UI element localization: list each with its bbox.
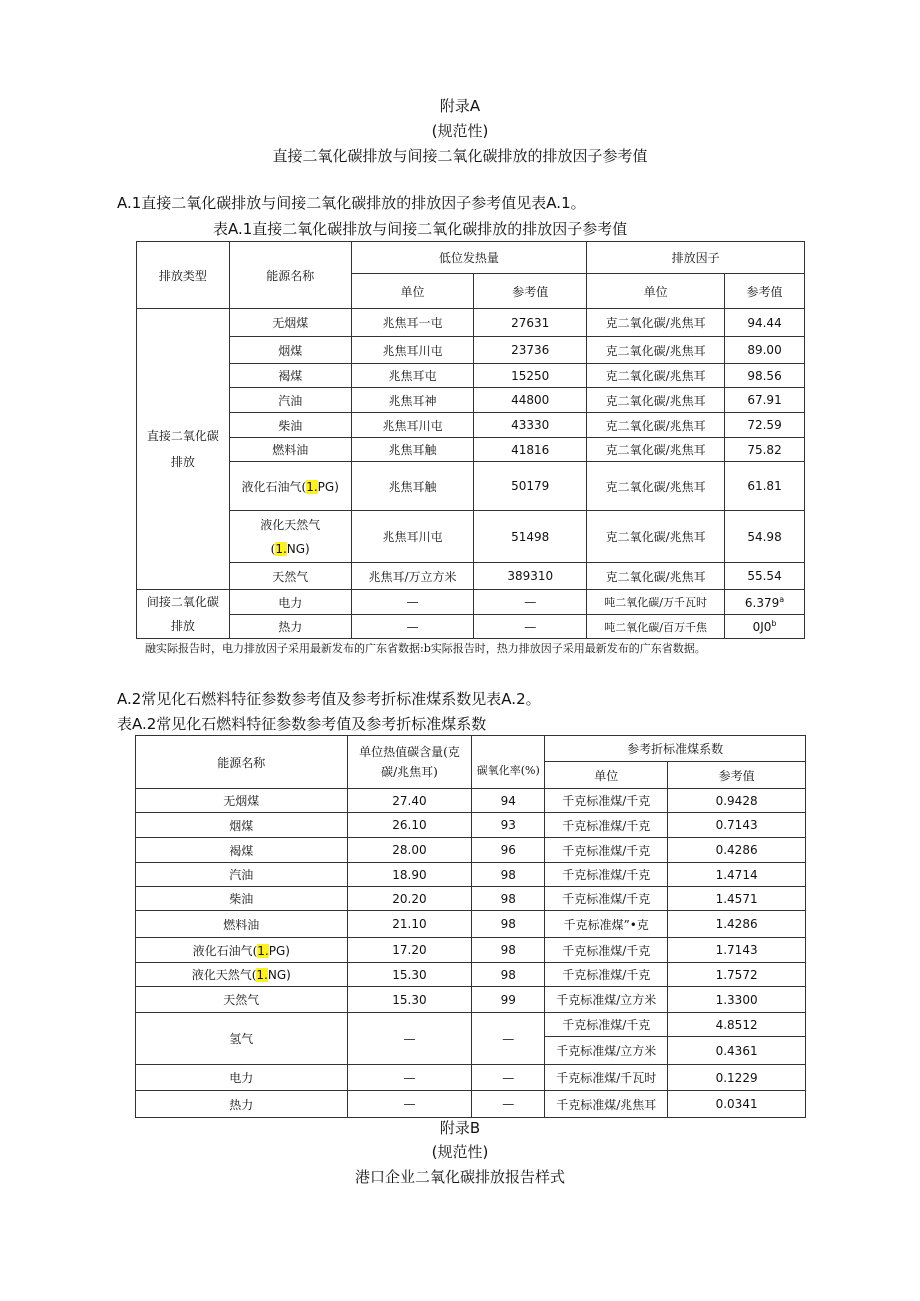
ef-unit: 克二氧化碳/兆焦耳	[587, 388, 725, 413]
energy-name: 电力	[136, 1065, 348, 1091]
ncv-unit: 兆焦耳触	[351, 438, 474, 462]
table-a2-caption: 表A.2常见化石燃料特征参数参考值及参考折标准煤系数	[117, 715, 487, 733]
ef-value: 72.59	[725, 413, 805, 438]
energy-name: 褐煤	[229, 364, 351, 388]
appendix-a-normative: (规范性)	[431, 122, 489, 140]
energy-name: 柴油	[136, 887, 348, 911]
table-a2	[135, 735, 806, 1118]
coef-unit: 千克标准煤/千克	[545, 838, 668, 863]
table-row	[137, 388, 805, 413]
energy-name: 燃料油	[136, 911, 348, 938]
ef-value: 55.54	[725, 563, 805, 590]
energy-name: 液化石油气(1.PG)	[229, 462, 351, 511]
oxidation-value: 98	[472, 938, 545, 963]
table-row	[137, 462, 805, 511]
ncv-unit: 兆焦耳一屯	[351, 309, 474, 337]
oxidation-value: —	[472, 1091, 545, 1118]
energy-name: 天然气	[229, 563, 351, 590]
ncv-unit: —	[351, 590, 474, 615]
ef-value: 0J0$^b$	[725, 615, 805, 639]
appendix-a-title: 附录A	[439, 97, 481, 115]
energy-name: 褐煤	[136, 838, 348, 863]
oxidation-value: —	[472, 1013, 545, 1065]
ncv-unit: —	[351, 615, 474, 639]
header-unit: 单位	[351, 274, 474, 309]
header-type: 排放类型	[137, 242, 230, 309]
table-a1-note: 融实际报告时，电力排放因子采用最新发布的广东省数据:b实际报告时，热力排放因子采用最新发布的广东省数据。	[145, 642, 706, 655]
energy-name: 燃料油	[229, 438, 351, 462]
energy-name: 热力	[229, 615, 351, 639]
coef-value: 0.4361	[668, 1037, 806, 1065]
table-row	[137, 309, 805, 337]
ef-value: 6.379$^a$	[725, 590, 805, 615]
header-energy: 能源名称	[136, 736, 348, 789]
header-unit: 单位	[545, 762, 668, 789]
ncv-value: 389310	[474, 563, 587, 590]
coef-unit: 千克标准煤/千克	[545, 938, 668, 963]
header-ef: 排放因子	[587, 242, 805, 274]
coef-value: 1.7143	[668, 938, 806, 963]
ncv-value: —	[474, 615, 587, 639]
ef-unit: 克二氧化碳/兆焦耳	[587, 413, 725, 438]
appendix-a-subtitle: 直接二氧化碳排放与间接二氧化碳排放的排放因子参考值	[272, 147, 648, 165]
ef-value: 75.82	[725, 438, 805, 462]
energy-name: 烟煤	[136, 813, 348, 838]
table-row	[137, 511, 805, 563]
oxidation-value: 98	[472, 887, 545, 911]
coef-unit: 千克标准煤/千克	[545, 887, 668, 911]
ncv-unit: 兆焦耳/万立方米	[351, 563, 474, 590]
table-row	[137, 337, 805, 364]
table-row	[136, 789, 806, 813]
ef-value: 67.91	[725, 388, 805, 413]
coef-value: 1.3300	[668, 987, 806, 1013]
carbon-value: —	[347, 1065, 472, 1091]
carbon-value: 17.20	[347, 938, 472, 963]
coef-value: 1.7572	[668, 963, 806, 987]
coef-value: 0.4286	[668, 838, 806, 863]
coef-value: 0.7143	[668, 813, 806, 838]
section-a2-text: A.2常见化石燃料特征参数参考值及参考折标准煤系数见表A.2。	[117, 690, 541, 708]
table-a1	[136, 241, 805, 639]
header-energy: 能源名称	[229, 242, 351, 309]
energy-name: 烟煤	[229, 337, 351, 364]
table-row	[136, 938, 806, 963]
coef-unit: 千克标准煤/千克	[545, 863, 668, 887]
ef-unit: 吨二氧化碳/万千瓦时	[587, 590, 725, 615]
oxidation-value: 98	[472, 911, 545, 938]
energy-name: 汽油	[229, 388, 351, 413]
carbon-value: 26.10	[347, 813, 472, 838]
ef-value: 54.98	[725, 511, 805, 563]
coef-unit: 千克标准煤/千克	[545, 813, 668, 838]
appendix-b-title: 附录B	[439, 1119, 481, 1137]
ncv-value: 50179	[474, 462, 587, 511]
ncv-value: 51498	[474, 511, 587, 563]
coef-unit: 千克标准煤/兆焦耳	[545, 1091, 668, 1118]
coef-unit: 千克标准煤/立方米	[545, 1037, 668, 1065]
ncv-value: 43330	[474, 413, 587, 438]
header-carbon: 单位热值碳含量(克 碳/兆焦耳)	[347, 736, 472, 789]
oxidation-value: 98	[472, 863, 545, 887]
table-row	[136, 1065, 806, 1091]
oxidation-value: 99	[472, 987, 545, 1013]
coef-value: 1.4714	[668, 863, 806, 887]
carbon-value: —	[347, 1013, 472, 1065]
ef-unit: 克二氧化碳/兆焦耳	[587, 337, 725, 364]
ef-unit: 克二氧化碳/兆焦耳	[587, 462, 725, 511]
coef-unit: 千克标准煤/千克	[545, 1013, 668, 1037]
header-unit: 单位	[587, 274, 725, 309]
ncv-unit: 兆焦耳屯	[351, 364, 474, 388]
ncv-value: 44800	[474, 388, 587, 413]
energy-name: 天然气	[136, 987, 348, 1013]
energy-name: 热力	[136, 1091, 348, 1118]
carbon-value: 21.10	[347, 911, 472, 938]
energy-name: 电力	[229, 590, 351, 615]
table-row	[137, 438, 805, 462]
ncv-unit: 兆焦耳川屯	[351, 413, 474, 438]
header-ncv: 低位发热量	[351, 242, 587, 274]
coef-unit: 千克标准煤”•克	[545, 911, 668, 938]
coef-value: 0.1229	[668, 1065, 806, 1091]
table-row	[136, 1013, 806, 1037]
ncv-unit: 兆焦耳神	[351, 388, 474, 413]
table-row	[136, 963, 806, 987]
header-oxidation: 碳氧化率(%)	[472, 736, 545, 789]
oxidation-value: —	[472, 1065, 545, 1091]
ef-unit: 克二氧化碳/兆焦耳	[587, 511, 725, 563]
table-row	[136, 911, 806, 938]
ncv-value: 15250	[474, 364, 587, 388]
ef-unit: 克二氧化碳/兆焦耳	[587, 309, 725, 337]
table-a1-caption: 表A.1直接二氧化碳排放与间接二氧化碳排放的排放因子参考值	[213, 220, 628, 238]
table-row	[136, 863, 806, 887]
group-indirect: 间接二氧化碳 排放	[137, 590, 230, 639]
carbon-value: 15.30	[347, 963, 472, 987]
oxidation-value: 98	[472, 963, 545, 987]
ef-value: 89.00	[725, 337, 805, 364]
oxidation-value: 93	[472, 813, 545, 838]
ef-value: 61.81	[725, 462, 805, 511]
ef-unit: 克二氧化碳/兆焦耳	[587, 364, 725, 388]
ef-value: 94.44	[725, 309, 805, 337]
coef-unit: 千克标准煤/立方米	[545, 987, 668, 1013]
energy-name: 柴油	[229, 413, 351, 438]
ef-unit: 克二氧化碳/兆焦耳	[587, 563, 725, 590]
ncv-value: 27631	[474, 309, 587, 337]
table-row	[137, 563, 805, 590]
appendix-b-subtitle: 港口企业二氧化碳排放报告样式	[354, 1168, 565, 1186]
table-row	[136, 838, 806, 863]
energy-name: 液化石油气(1.PG)	[136, 938, 348, 963]
table-row	[136, 887, 806, 911]
energy-name: 液化天然气 (1.NG)	[229, 511, 351, 563]
table-row	[137, 364, 805, 388]
energy-name: 无烟煤	[136, 789, 348, 813]
energy-name: 无烟煤	[229, 309, 351, 337]
table-row	[136, 813, 806, 838]
energy-name: 氢气	[136, 1013, 348, 1065]
carbon-value: 27.40	[347, 789, 472, 813]
ef-value: 98.56	[725, 364, 805, 388]
ncv-value: 41816	[474, 438, 587, 462]
header-ref: 参考值	[668, 762, 806, 789]
ncv-value: —	[474, 590, 587, 615]
coef-value: 0.9428	[668, 789, 806, 813]
appendix-b-normative: (规范性)	[431, 1143, 489, 1161]
table-row	[136, 1091, 806, 1118]
coef-unit: 千克标准煤/千克	[545, 789, 668, 813]
carbon-value: 18.90	[347, 863, 472, 887]
energy-name: 汽油	[136, 863, 348, 887]
coef-value: 1.4286	[668, 911, 806, 938]
carbon-value: —	[347, 1091, 472, 1118]
ncv-unit: 兆焦耳川屯	[351, 337, 474, 364]
coef-value: 0.0341	[668, 1091, 806, 1118]
group-direct: 直接二氧化碳 排放	[137, 309, 230, 590]
coef-value: 4.8512	[668, 1013, 806, 1037]
carbon-value: 15.30	[347, 987, 472, 1013]
header-ref: 参考值	[474, 274, 587, 309]
coef-unit: 千克标准煤/千克	[545, 963, 668, 987]
oxidation-value: 94	[472, 789, 545, 813]
coef-unit: 千克标准煤/千瓦时	[545, 1065, 668, 1091]
coef-value: 1.4571	[668, 887, 806, 911]
ncv-unit: 兆焦耳触	[351, 462, 474, 511]
carbon-value: 20.20	[347, 887, 472, 911]
ncv-value: 23736	[474, 337, 587, 364]
section-a1-text: A.1直接二氧化碳排放与间接二氧化碳排放的排放因子参考值见表A.1。	[117, 194, 586, 212]
energy-name: 液化天然气(1.NG)	[136, 963, 348, 987]
header-coef: 参考折标准煤系数	[545, 736, 806, 762]
table-row	[136, 987, 806, 1013]
table-row	[137, 413, 805, 438]
ncv-unit: 兆焦耳川屯	[351, 511, 474, 563]
table-row	[137, 615, 805, 639]
ef-unit: 克二氧化碳/兆焦耳	[587, 438, 725, 462]
header-ref: 参考值	[725, 274, 805, 309]
table-row	[137, 590, 805, 615]
carbon-value: 28.00	[347, 838, 472, 863]
ef-unit: 吨二氧化碳/百万千焦	[587, 615, 725, 639]
oxidation-value: 96	[472, 838, 545, 863]
